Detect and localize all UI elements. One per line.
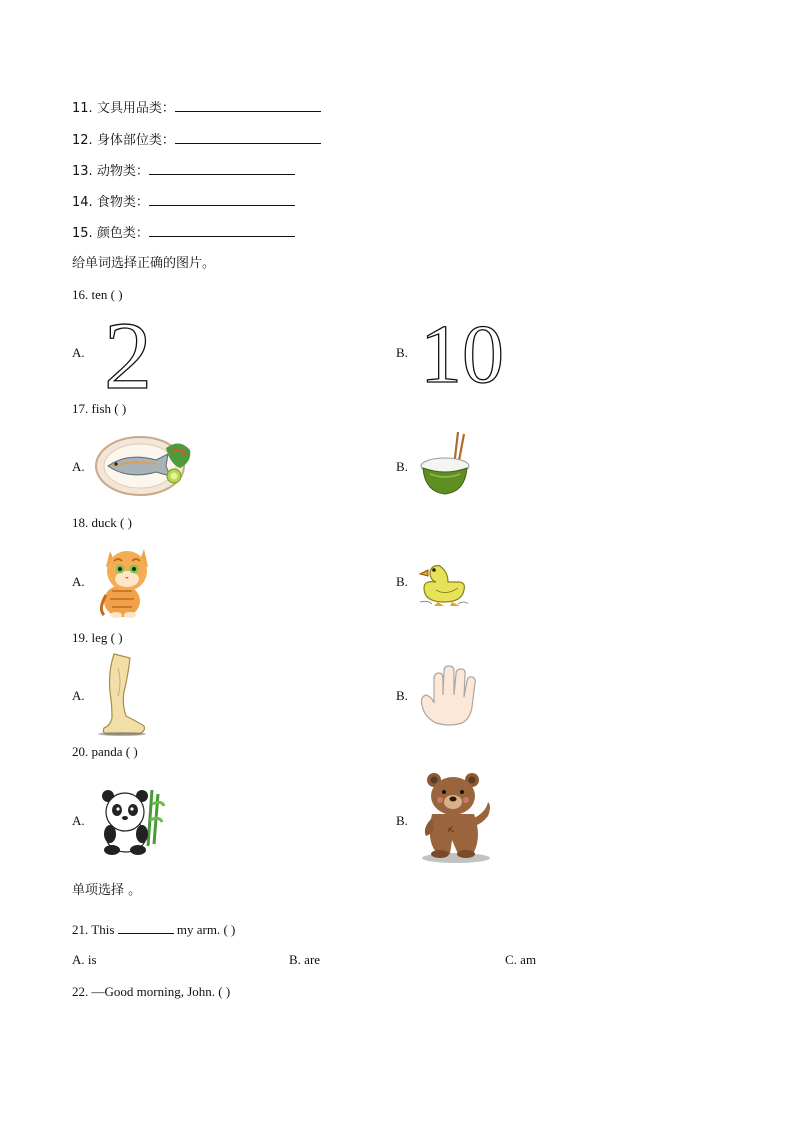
option-a[interactable]: A. is <box>72 952 97 967</box>
duck-picture[interactable] <box>418 552 470 608</box>
question-21-stem <box>72 920 235 939</box>
item-number: 13. <box>72 164 93 179</box>
option-a-label[interactable]: A. <box>72 345 85 360</box>
cat-picture[interactable] <box>94 543 154 619</box>
item-label: 颜色类： <box>96 226 149 241</box>
question-18-stem: 18. duck ( ) <box>72 515 132 530</box>
option-b-label[interactable]: B. <box>396 345 408 360</box>
item-number: 14. <box>72 195 93 210</box>
option-a-label[interactable]: A. <box>72 459 85 474</box>
panda-picture[interactable] <box>96 786 166 856</box>
answer-blank[interactable] <box>149 192 295 206</box>
question-22-stem: 22. —Good morning, John. ( ) <box>72 984 231 999</box>
option-b-label[interactable]: B. <box>396 459 408 474</box>
option-b[interactable]: B. are <box>289 952 321 967</box>
item-number: 15. <box>72 226 93 241</box>
sort-item-15 <box>72 223 295 243</box>
option-a-label[interactable]: A. <box>72 813 85 828</box>
item-label: 食物类： <box>96 195 149 210</box>
stem-after: my arm. ( ) <box>176 922 236 937</box>
rice-bowl-picture[interactable] <box>418 430 474 498</box>
option-b-label[interactable]: B. <box>396 688 408 703</box>
bear-picture[interactable] <box>418 770 492 864</box>
answer-blank[interactable] <box>149 161 295 175</box>
item-number: 12. <box>72 133 93 148</box>
fish-plate-picture[interactable] <box>94 430 196 498</box>
question-19-stem: 19. leg ( ) <box>72 630 123 645</box>
item-number: 11. <box>72 101 93 116</box>
question-16-stem: 16. ten ( ) <box>72 287 123 302</box>
item-label: 动物类： <box>96 164 149 179</box>
hand-picture[interactable] <box>418 665 480 727</box>
svg-text:2: 2 <box>104 310 152 392</box>
sort-item-13 <box>72 161 295 181</box>
number-ten-picture[interactable] <box>418 310 528 386</box>
number-two-picture[interactable] <box>100 310 170 392</box>
option-b-label[interactable]: B. <box>396 574 408 589</box>
question-20-stem: 20. panda ( ) <box>72 744 138 759</box>
leg-picture[interactable] <box>92 652 148 736</box>
stem-before: 21. This <box>72 922 115 937</box>
item-label: 身体部位类： <box>96 133 175 148</box>
answer-blank[interactable] <box>175 98 321 112</box>
option-a-label[interactable]: A. <box>72 574 85 589</box>
item-label: 文具用品类： <box>96 101 175 116</box>
choice-instruction: 单项选择 。 <box>72 883 142 898</box>
option-c[interactable]: C. am <box>505 952 537 967</box>
option-b-label[interactable]: B. <box>396 813 408 828</box>
answer-blank[interactable] <box>175 130 321 144</box>
sort-item-14 <box>72 192 295 212</box>
question-17-stem: 17. fish ( ) <box>72 401 127 416</box>
answer-blank[interactable] <box>118 920 174 934</box>
sort-item-11 <box>72 98 321 118</box>
option-a-label[interactable]: A. <box>72 688 85 703</box>
answer-blank[interactable] <box>149 223 295 237</box>
sort-item-12 <box>72 130 321 150</box>
svg-text:10: 10 <box>420 310 504 386</box>
picture-instruction: 给单词选择正确的图片。 <box>72 256 216 271</box>
